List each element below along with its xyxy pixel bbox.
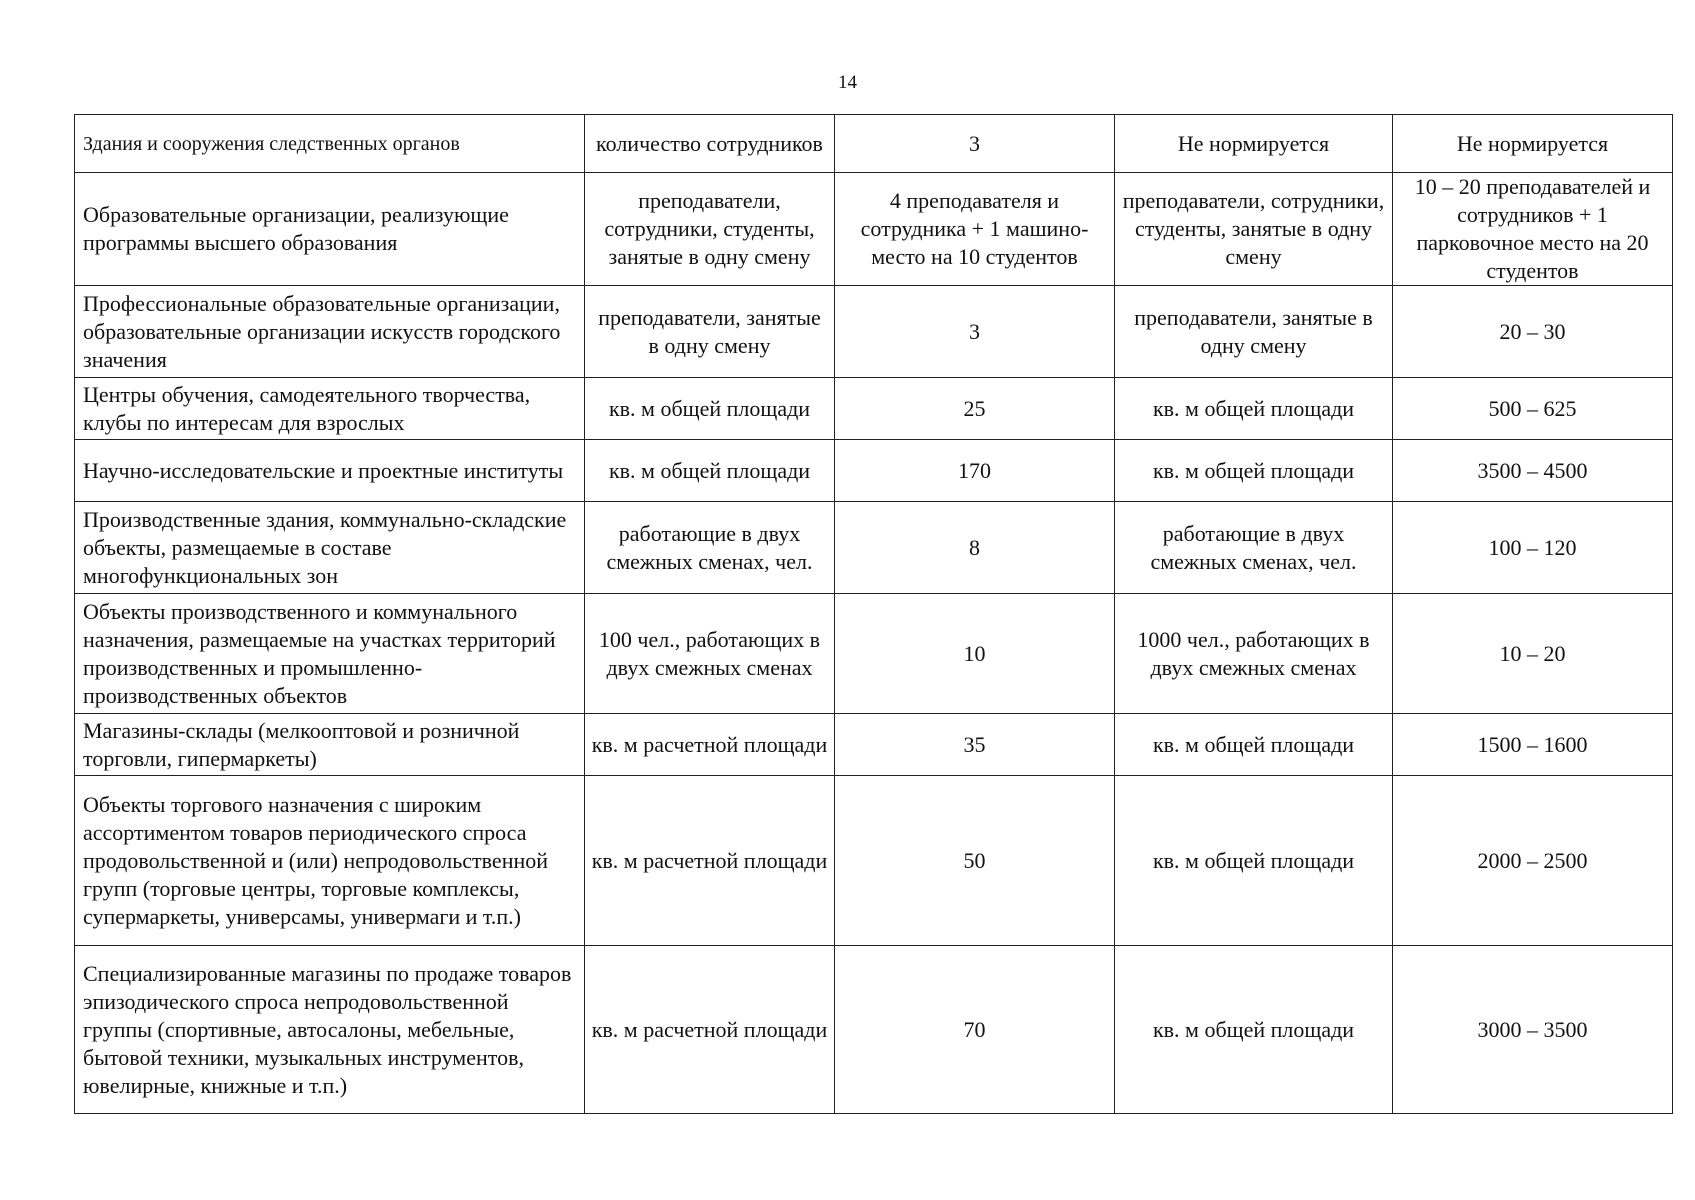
- norm-value-2-cell: 20 – 30: [1393, 286, 1673, 378]
- table-row: [75, 502, 1673, 594]
- norm-value-2-cell: 3000 – 3500: [1393, 946, 1673, 1114]
- norm-value-cell: 10: [835, 594, 1115, 714]
- calc-unit-2-cell: 1000 чел., работающих в двух смежных сменах: [1115, 594, 1393, 714]
- calc-unit-cell: работающие в двух смежных сменах, чел.: [585, 502, 835, 594]
- table-row: [75, 115, 1673, 173]
- calc-unit-cell: количество сотрудников: [585, 115, 835, 173]
- calc-unit-cell: кв. м общей площади: [585, 440, 835, 502]
- table-row: [75, 286, 1673, 378]
- calc-unit-cell: кв. м расчетной площади: [585, 946, 835, 1114]
- table-row: [75, 594, 1673, 714]
- norm-value-cell: 25: [835, 378, 1115, 440]
- calc-unit-2-cell: кв. м общей площади: [1115, 946, 1393, 1114]
- norm-value-2-cell: 3500 – 4500: [1393, 440, 1673, 502]
- norm-value-cell: 50: [835, 776, 1115, 946]
- calc-unit-2-cell: кв. м общей площади: [1115, 440, 1393, 502]
- calc-unit-2-cell: работающие в двух смежных сменах, чел.: [1115, 502, 1393, 594]
- norm-value-2-cell: 1500 – 1600: [1393, 714, 1673, 776]
- object-name-cell: Центры обучения, самодеятельного творчества, клубы по интересам для взрослых: [75, 378, 585, 440]
- norm-value-cell: 70: [835, 946, 1115, 1114]
- calc-unit-2-cell: кв. м общей площади: [1115, 776, 1393, 946]
- calc-unit-cell: кв. м расчетной площади: [585, 776, 835, 946]
- norm-value-cell: 8: [835, 502, 1115, 594]
- norm-value-cell: 3: [835, 115, 1115, 173]
- norm-value-cell: 4 преподавателя и сотрудника + 1 машино-место на 10 студентов: [835, 173, 1115, 286]
- calc-unit-2-cell: кв. м общей площади: [1115, 714, 1393, 776]
- object-name-cell: Магазины-склады (мелкооптовой и розничной торговли, гипермаркеты): [75, 714, 585, 776]
- calc-unit-cell: кв. м расчетной площади: [585, 714, 835, 776]
- calc-unit-2-cell: преподаватели, занятые в одну смену: [1115, 286, 1393, 378]
- object-name-cell: Образовательные организации, реализующие программы высшего образования: [75, 173, 585, 286]
- norm-value-2-cell: 10 – 20: [1393, 594, 1673, 714]
- calc-unit-2-cell: Не нормируется: [1115, 115, 1393, 173]
- calc-unit-cell: 100 чел., работающих в двух смежных сменах: [585, 594, 835, 714]
- table-row: [75, 440, 1673, 502]
- object-name-cell: Здания и сооружения следственных органов: [75, 115, 585, 173]
- object-name-cell: Производственные здания, коммунально-складские объекты, размещаемые в составе многофункциональных зон: [75, 502, 585, 594]
- norm-value-2-cell: 100 – 120: [1393, 502, 1673, 594]
- calc-unit-cell: преподаватели, занятые в одну смену: [585, 286, 835, 378]
- object-name-cell: Научно-исследовательские и проектные институты: [75, 440, 585, 502]
- calc-unit-cell: преподаватели, сотрудники, студенты, занятые в одну смену: [585, 173, 835, 286]
- table-row: [75, 946, 1673, 1114]
- calc-unit-cell: кв. м общей площади: [585, 378, 835, 440]
- object-name-cell: Профессиональные образовательные организации, образовательные организации искусств городского значения: [75, 286, 585, 378]
- parking-norms-table: [74, 114, 1673, 1114]
- table-row: [75, 714, 1673, 776]
- norm-value-cell: 170: [835, 440, 1115, 502]
- object-name-cell: Объекты производственного и коммунального назначения, размещаемые на участках территорий производственных и промышленно-производственных объектов: [75, 594, 585, 714]
- object-name-cell: Объекты торгового назначения с широким ассортиментом товаров периодического спроса продовольственной и (или) непродовольственной групп (торговые центры, торговые комплексы, супермаркеты, универсамы, универмаги и т.п.): [75, 776, 585, 946]
- calc-unit-2-cell: кв. м общей площади: [1115, 378, 1393, 440]
- norm-value-cell: 3: [835, 286, 1115, 378]
- norm-value-2-cell: 10 – 20 преподавателей и сотрудников + 1 парковочное место на 20 студентов: [1393, 173, 1673, 286]
- table-row: [75, 776, 1673, 946]
- norm-value-cell: 35: [835, 714, 1115, 776]
- table-row: [75, 173, 1673, 286]
- page-number: 14: [838, 72, 857, 93]
- calc-unit-2-cell: преподаватели, сотрудники, студенты, занятые в одну смену: [1115, 173, 1393, 286]
- object-name-cell: Специализированные магазины по продаже товаров эпизодического спроса непродовольственной группы (спортивные, автосалоны, мебельные, бытовой техники, музыкальных инструментов, ювелирные, книжные и т.п.): [75, 946, 585, 1114]
- norm-value-2-cell: 500 – 625: [1393, 378, 1673, 440]
- table-row: [75, 378, 1673, 440]
- norm-value-2-cell: 2000 – 2500: [1393, 776, 1673, 946]
- norm-value-2-cell: Не нормируется: [1393, 115, 1673, 173]
